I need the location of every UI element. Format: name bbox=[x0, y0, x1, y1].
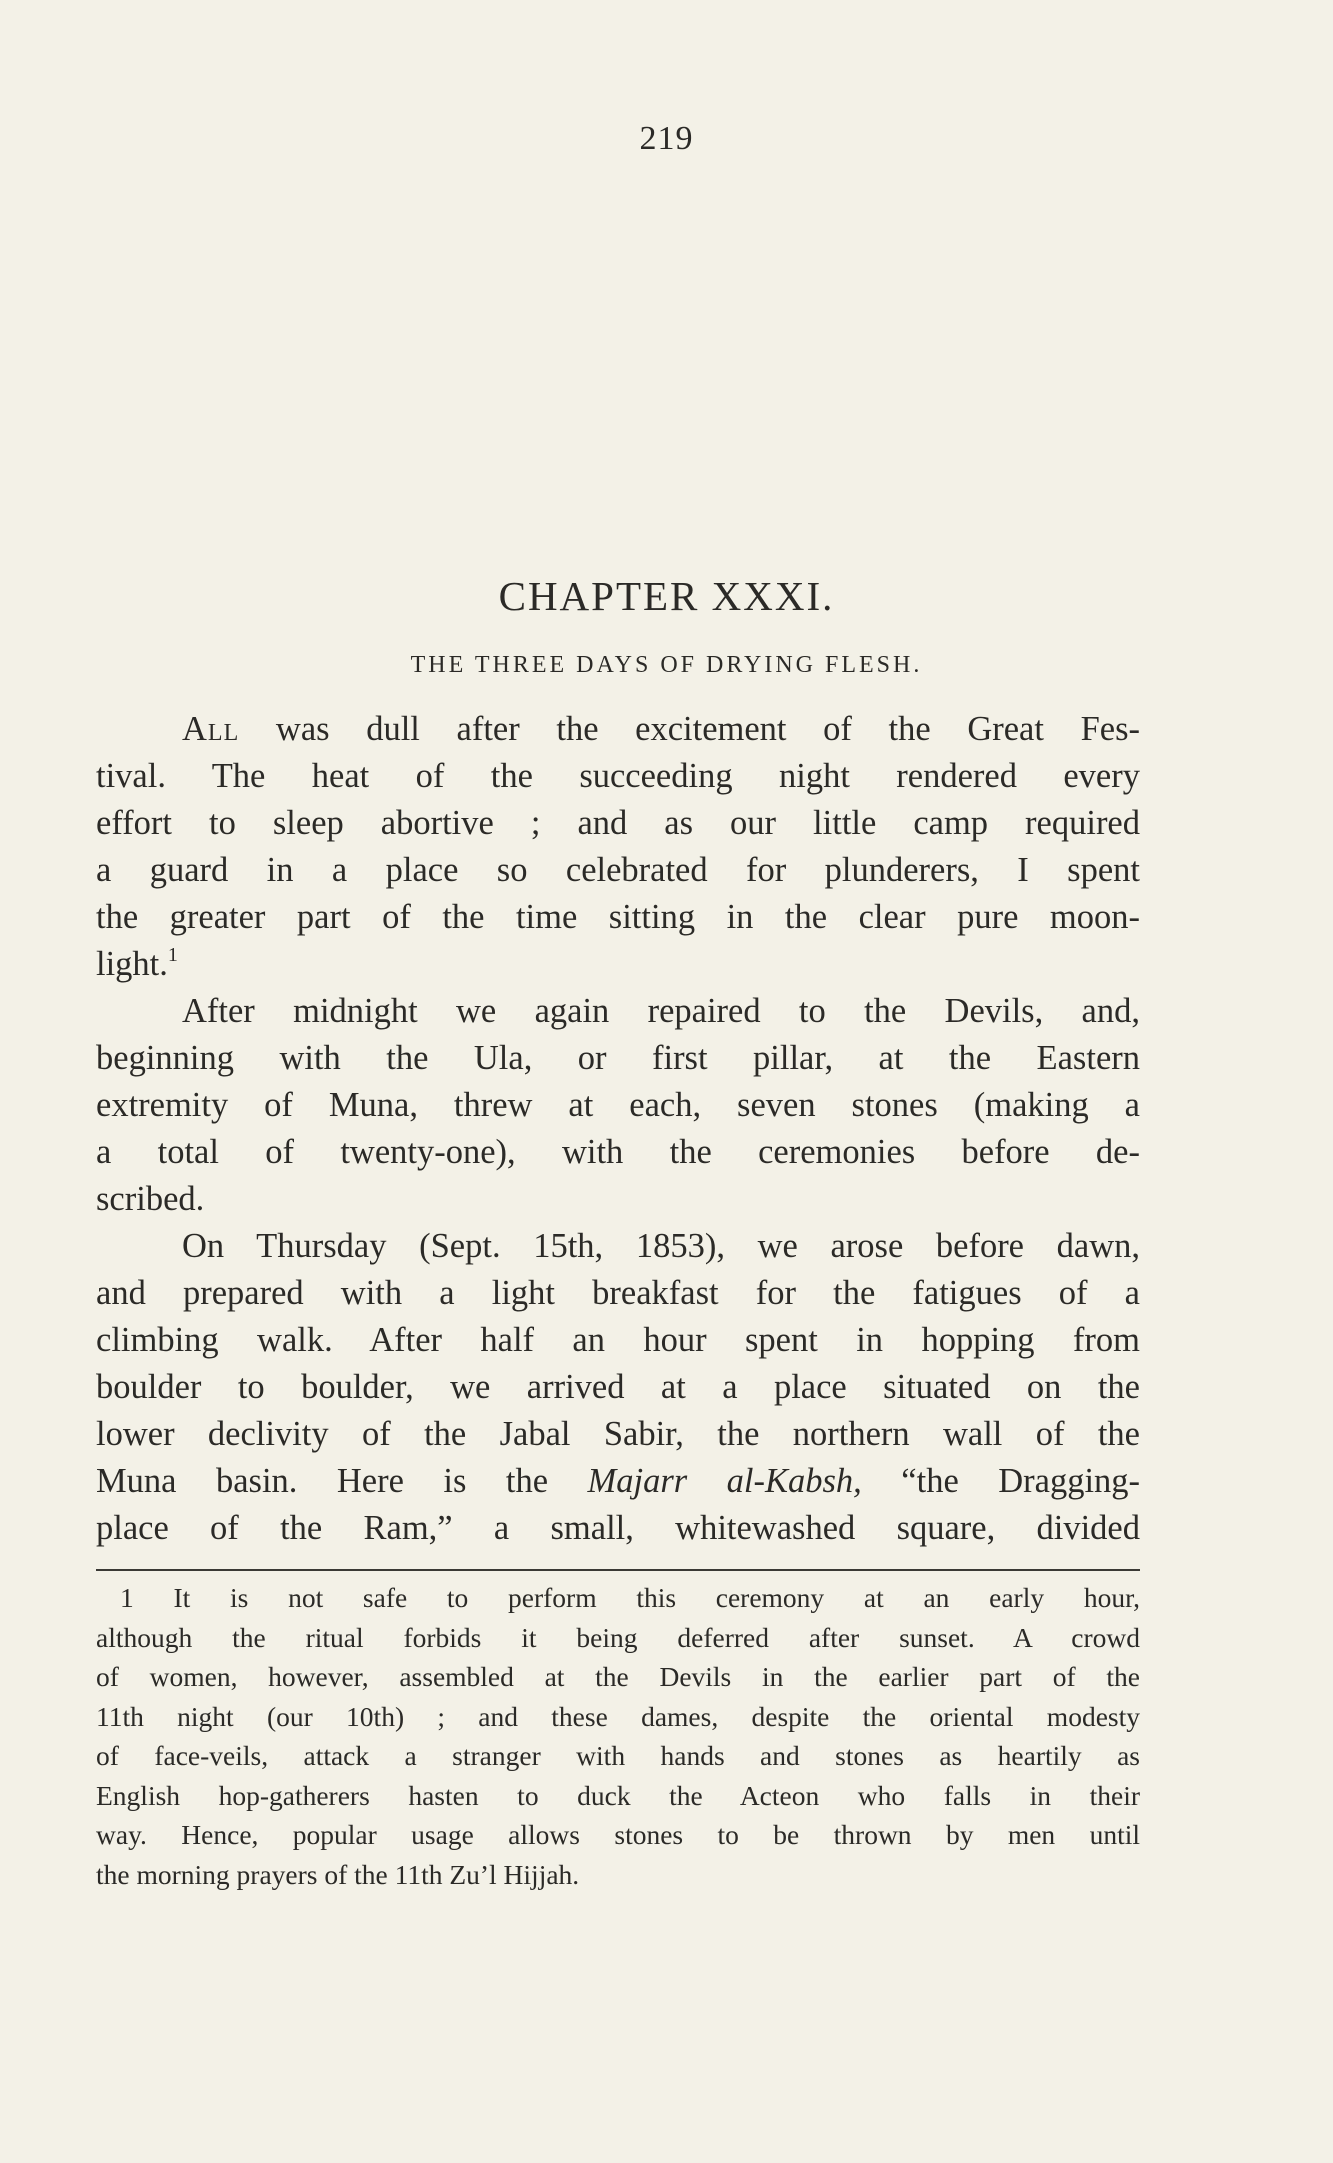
body-line bbox=[96, 1458, 1140, 1505]
footnote-marker: 1 bbox=[120, 1582, 134, 1613]
body-text bbox=[96, 706, 1140, 1552]
body-line: boulder to boulder, we arrived at a place situated on the bbox=[96, 1368, 1140, 1406]
body-line: effort to sleep abortive ; and as our little camp required bbox=[96, 804, 1140, 842]
body-line: beginning with the Ula, or first pillar, at the Eastern bbox=[96, 1039, 1140, 1077]
chapter-title: CHAPTER XXXI. bbox=[498, 573, 835, 619]
footnote-line: the morning prayers of the 11th Zu’l Hijjah. bbox=[96, 1858, 580, 1890]
footnote-line-text: It is not safe to perform this ceremony at an early hour, bbox=[173, 1582, 1141, 1613]
body-line-text: “the Dragging- bbox=[901, 1462, 1141, 1500]
body-line: After midnight we again repaired to the Devils, and, bbox=[182, 992, 1140, 1030]
body-line: a total of twenty-one), with the ceremonies before de- bbox=[96, 1133, 1140, 1171]
body-line bbox=[96, 706, 1140, 753]
footnote-line: English hop-gatherers hasten to duck the Acteon who falls in their bbox=[96, 1779, 1140, 1811]
drop-word: All bbox=[182, 710, 240, 748]
body-line-text: Muna basin. Here is the bbox=[96, 1462, 549, 1500]
body-line: climbing walk. After half an hour spent in hopping from bbox=[96, 1321, 1140, 1359]
body-line-text: was dull after the excitement of the Great Fes- bbox=[275, 710, 1141, 748]
body-line: lower declivity of the Jabal Sabir, the northern wall of the bbox=[96, 1415, 1140, 1453]
body-line: the greater part of the time sitting in the clear pure moon- bbox=[96, 898, 1140, 936]
footnote-divider bbox=[96, 1569, 1140, 1571]
footnote-line: 11th night (our 10th) ; and these dames, despite the oriental modesty bbox=[96, 1700, 1140, 1732]
footnote-reference: 1 bbox=[167, 944, 178, 966]
footnotes bbox=[96, 1578, 1140, 1894]
body-line: tival. The heat of the succeeding night rendered every bbox=[96, 757, 1140, 795]
italic-term: Majarr al-Kabsh, bbox=[587, 1462, 862, 1500]
footnote-line: of face-veils, attack a stranger with hands and stones as heartily as bbox=[96, 1740, 1140, 1771]
chapter-subtitle: THE THREE DAYS OF DRYING FLESH. bbox=[410, 652, 923, 678]
body-line: extremity of Muna, threw at each, seven stones (making a bbox=[96, 1086, 1140, 1124]
footnote-line: although the ritual forbids it being deferred after sunset. A crowd bbox=[96, 1621, 1140, 1653]
body-line: scribed. bbox=[96, 1180, 205, 1218]
body-line bbox=[96, 941, 1140, 988]
body-line: and prepared with a light breakfast for the fatigues of a bbox=[96, 1274, 1140, 1312]
body-line: place of the Ram,” a small, whitewashed square, divided bbox=[96, 1509, 1140, 1547]
footnote-line: of women, however, assembled at the Devils in the earlier part of the bbox=[96, 1661, 1140, 1692]
footnote-line: way. Hence, popular usage allows stones to be thrown by men until bbox=[96, 1819, 1140, 1850]
body-line-text: light. bbox=[96, 945, 168, 983]
body-line: a guard in a place so celebrated for plunderers, I spent bbox=[96, 851, 1140, 889]
footnote-line bbox=[96, 1578, 1140, 1618]
page-number: 219 bbox=[639, 120, 694, 157]
body-line: On Thursday (Sept. 15th, 1853), we arose before dawn, bbox=[182, 1227, 1140, 1265]
